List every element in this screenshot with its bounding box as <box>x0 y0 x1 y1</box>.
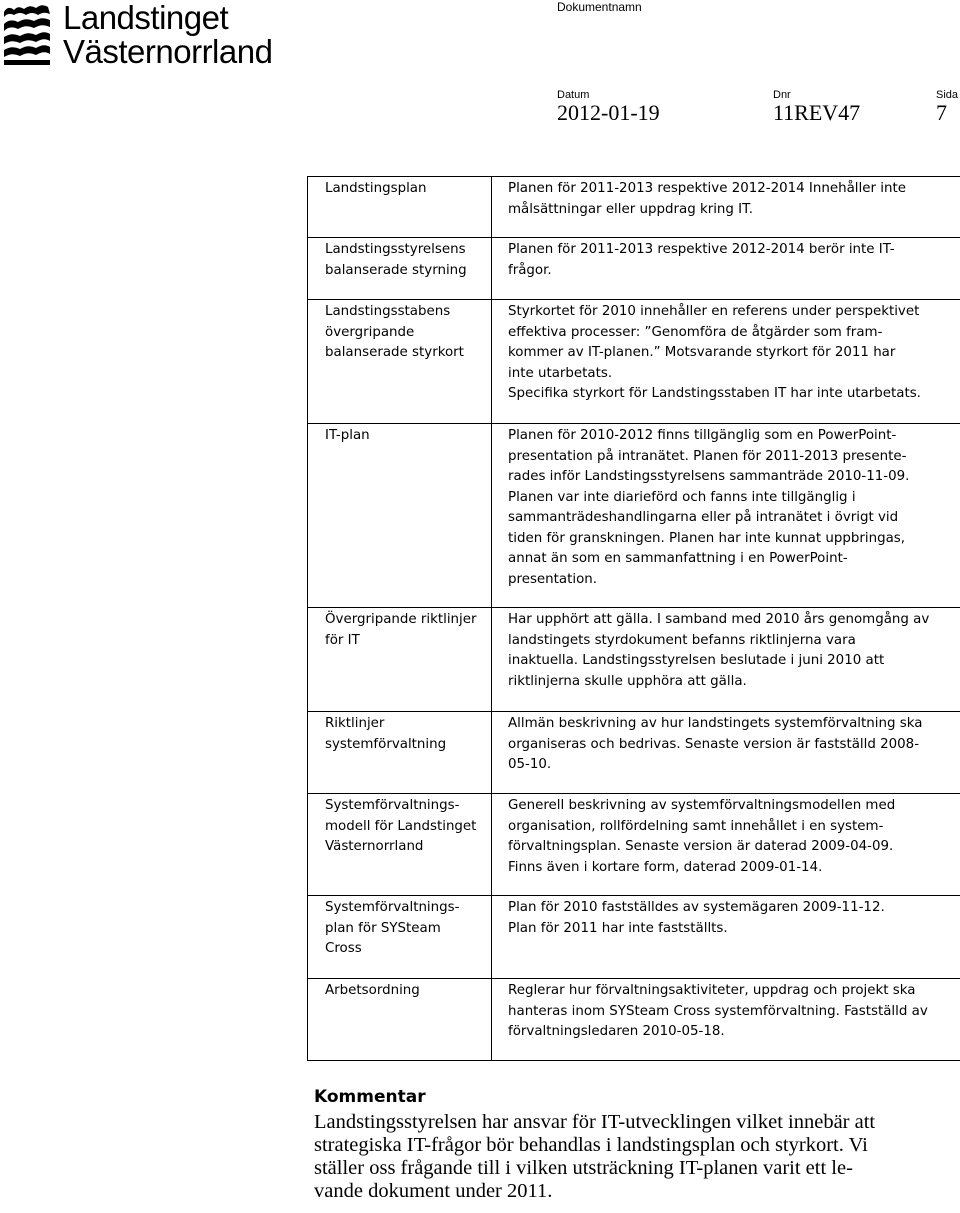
row-text-cell <box>492 608 960 712</box>
logo-text-line-1: Landstinget <box>63 0 229 36</box>
comment-heading: Kommentar <box>314 1087 426 1107</box>
row-label-cell <box>308 979 492 1061</box>
row-text-cell <box>492 794 960 896</box>
table-row <box>308 896 960 979</box>
row-text: Styrkortet för 2010 innehåller en referens under perspektivet effektiva processer: ”Genomföra de åtgärder som fram- kommer av IT-planen.” Motsvarande styrkort för 2011 har inte utarbetats. Specifika styrkort för Landstingsstaben IT har inte utarbetats. <box>508 304 921 401</box>
row-text-cell <box>492 979 960 1061</box>
row-label-cell <box>308 608 492 712</box>
table-row <box>308 300 960 424</box>
row-label-cell <box>308 238 492 300</box>
page-number: 7 <box>936 100 947 125</box>
row-label-cell <box>308 794 492 896</box>
row-label: Landstingsstyrelsens balanserade styrning <box>325 242 467 278</box>
logo-text-line-2: Västernorrland <box>63 33 273 70</box>
table-row <box>308 424 960 608</box>
row-text: Planen för 2011-2013 respektive 2012-2014 Innehåller inte målsättningar eller uppdrag kring IT. <box>508 181 906 217</box>
row-label: Landstingsplan <box>325 181 427 196</box>
document-name-label: Dokumentnamn <box>557 0 642 14</box>
row-text: Allmän beskrivning av hur landstingets systemförvaltning ska organiseras och bedrivas. Senaste version är fastställd 2008- 05-10. <box>508 716 923 772</box>
row-label: Arbetsordning <box>325 983 420 998</box>
row-text-cell <box>492 712 960 794</box>
row-text: Reglerar hur förvaltningsaktiviteter, uppdrag och projekt ska hanteras inom SYSteam Cross systemförvaltning. Fastställd av förvaltningsledaren 2010-05-18. <box>508 983 928 1039</box>
row-text-cell <box>492 300 960 424</box>
row-text-cell <box>492 177 960 238</box>
landstinget-emblem-icon <box>0 2 58 68</box>
row-label-cell <box>308 424 492 608</box>
row-label-cell <box>308 712 492 794</box>
date-label: Datum <box>557 89 590 101</box>
table-row <box>308 794 960 896</box>
comment-body: Landstingsstyrelsen har ansvar för IT-utvecklingen vilket innebär att strategiska IT-frågor bör behandlas i landstingsplan och styrkort. Vi ställer oss frågande till i vilken utsträckning IT-planen varit ett le- vande dokument under 2011. <box>314 1111 876 1202</box>
dnr-label: Dnr <box>773 89 791 101</box>
table-row <box>308 177 960 238</box>
table-row <box>308 712 960 794</box>
row-label: Landstingsstabens övergripande balanserade styrkort <box>325 304 464 360</box>
row-label: Systemförvaltnings- modell för Landstinget Västernorrland <box>325 798 477 854</box>
row-label: Systemförvaltnings- plan för SYSteam Cross <box>325 900 460 956</box>
row-label-cell <box>308 896 492 979</box>
row-text: Generell beskrivning av systemförvaltningsmodellen med organisation, rollfördelning samt innehållet i en system- förvaltningsplan. Senaste version är daterad 2009-04-09. Finns även i kortare form, daterad 2009-01-14. <box>508 798 896 875</box>
row-text: Planen för 2011-2013 respektive 2012-2014 berör inte IT- frågor. <box>508 242 895 278</box>
row-label-cell <box>308 300 492 424</box>
table-row <box>308 979 960 1061</box>
row-text: Planen för 2010-2012 finns tillgänglig som en PowerPoint- presentation på intranätet. Planen för 2011-2013 presente- rades inför Landstingsstyrelsens sammanträde 2010-11-09. Planen var inte diarieförd och fanns inte tillgänglig i sammanträdeshandlingarna eller på intranätet i övrigt vid tiden för granskningen. Planen har inte kunnat uppbringas, annat än som en sammanfattning i en PowerPoint- presentation. <box>508 428 910 587</box>
row-label: IT-plan <box>325 428 370 443</box>
organization-logo <box>0 0 300 72</box>
row-text-cell <box>492 896 960 979</box>
table-row <box>308 608 960 712</box>
date-value: 2012-01-19 <box>557 100 660 125</box>
steering-documents-table <box>307 176 960 1061</box>
row-label: Riktlinjer systemförvaltning <box>325 716 447 752</box>
dnr-value: 11REV47 <box>773 100 861 125</box>
row-label: Övergripande riktlinjer för IT <box>325 612 477 648</box>
row-text: Plan för 2010 fastställdes av systemägaren 2009-11-12. Plan för 2011 har inte fastställts. <box>508 900 885 936</box>
row-label-cell <box>308 177 492 238</box>
page-label: Sida <box>936 89 959 101</box>
row-text-cell <box>492 424 960 608</box>
table-row <box>308 238 960 300</box>
row-text-cell <box>492 238 960 300</box>
comment-section <box>314 1083 954 1203</box>
row-text: Har upphört att gälla. I samband med 2010 års genomgång av landstingets styrdokument befanns riktlinjerna vara inaktuella. Landstingsstyrelsen beslutade i juni 2010 att riktlinjerna skulle upphöra att gälla. <box>508 612 930 689</box>
